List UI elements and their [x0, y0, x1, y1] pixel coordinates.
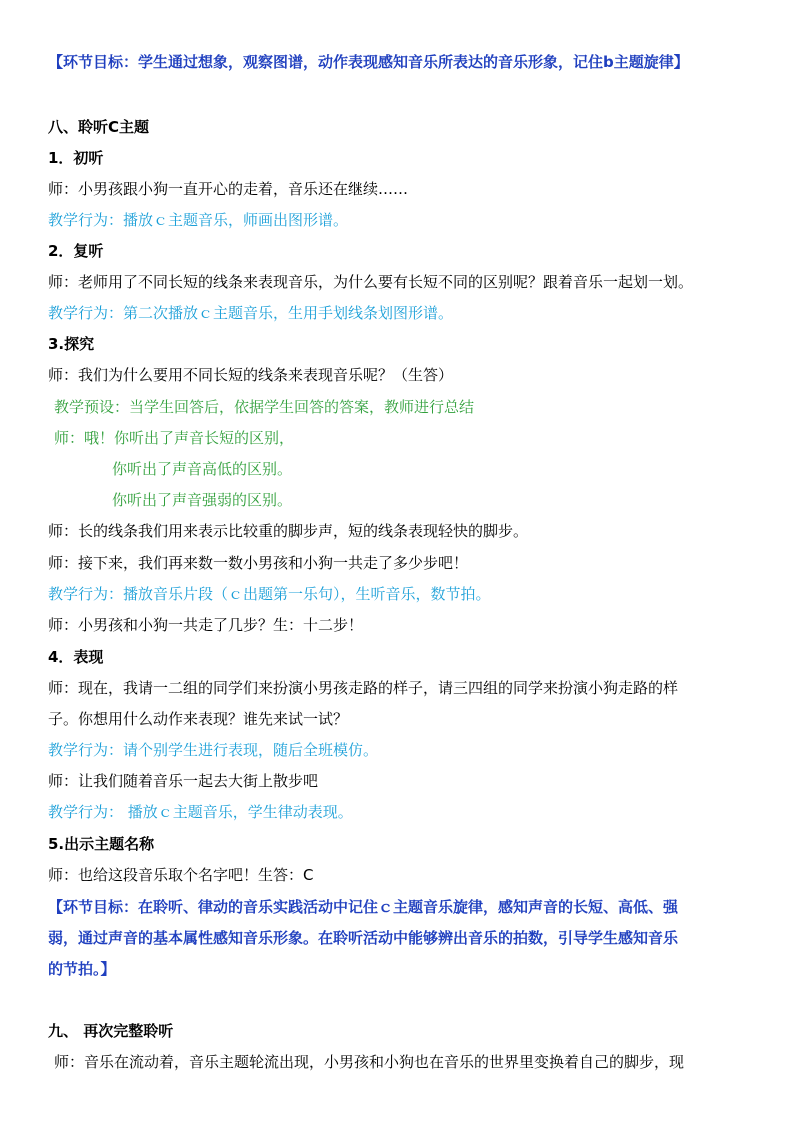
step-1-teacher-line: 师：小男孩跟小狗一直开心的走着，音乐还在继续……	[48, 180, 409, 198]
step-3-teacher-answer: 师：小男孩和小狗一共走了几步？生：十二步！	[48, 616, 364, 634]
goal-note-c-theme-line-c: 的节拍。】	[48, 960, 116, 978]
step-3-teacher-question: 师：我们为什么要用不同长短的线条来表现音乐呢？（生答）	[48, 366, 454, 384]
section-9-teacher-line: 师：音乐在流动着，音乐主题轮流出现，小男孩和小狗也在音乐的世界里变换着自己的脚步，现	[54, 1053, 685, 1071]
step-2-title: 2．复听	[48, 242, 104, 260]
step-2-teacher-line: 师：老师用了不同长短的线条来表现音乐，为什么要有长短不同的区别呢？跟着音乐一起划一划。	[48, 273, 694, 291]
step-1-title: 1．初听	[48, 149, 104, 167]
step-1-teaching-action: 教学行为：播放ｃ主题音乐，师画出图形谱。	[48, 211, 349, 229]
step-5-title: 5.出示主题名称	[48, 835, 155, 853]
step-3-teacher-summary-1: 师：哦！你听出了声音长短的区别，	[54, 429, 295, 447]
section-9-title: 九、 再次完整聆听	[48, 1022, 174, 1040]
step-4-teacher-line-b: 子。你想用什么动作来表现？谁先来试一试？	[48, 710, 349, 728]
step-4-teacher-line-a: 师：现在，我请一二组的同学们来扮演小男孩走路的样子，请三四组的同学来扮演小狗走路的样	[48, 679, 679, 697]
step-3-teaching-preset: 教学预设：当学生回答后，依据学生回答的答案，教师进行总结	[54, 398, 475, 416]
goal-note-c-theme-line-a: 【环节目标：在聆听、律动的音乐实践活动中记住ｃ主题音乐旋律，感知声音的长短、高低、强	[48, 898, 679, 916]
step-3-teacher-summary-2: 你听出了声音高低的区别。	[112, 460, 293, 478]
step-4-teaching-action-1: 教学行为：请个别学生进行表现，随后全班模仿。	[48, 741, 379, 759]
step-3-teacher-summary-3: 你听出了声音强弱的区别。	[112, 491, 293, 509]
goal-note-b-theme: 【环节目标：学生通过想象，观察图谱，动作表现感知音乐所表达的音乐形象，记住b主题旋律】	[48, 53, 689, 71]
step-2-teaching-action: 教学行为：第二次播放ｃ主题音乐，生用手划线条划图形谱。	[48, 304, 454, 322]
step-3-teaching-action: 教学行为：播放音乐片段（ｃ出题第一乐句），生听音乐，数节拍。	[48, 585, 491, 603]
step-3-title: 3.探究	[48, 335, 95, 353]
step-4-title: 4．表现	[48, 648, 104, 666]
step-4-teacher-walk: 师：让我们随着音乐一起去大街上散步吧	[48, 772, 319, 790]
step-5-teacher-line: 师：也给这段音乐取个名字吧！生答：C	[48, 866, 314, 884]
step-3-teacher-count: 师：接下来，我们再来数一数小男孩和小狗一共走了多少步吧！	[48, 554, 469, 572]
step-4-teaching-action-2: 教学行为： 播放ｃ主题音乐，学生律动表现。	[48, 803, 353, 821]
step-3-teacher-lines: 师：长的线条我们用来表示比较重的脚步声，短的线条表现轻快的脚步。	[48, 522, 529, 540]
section-8-title: 八、聆听C主题	[48, 118, 150, 136]
goal-note-c-theme-line-b: 弱，通过声音的基本属性感知音乐形象。在聆听活动中能够辨出音乐的拍数，引导学生感知音乐	[48, 929, 679, 947]
